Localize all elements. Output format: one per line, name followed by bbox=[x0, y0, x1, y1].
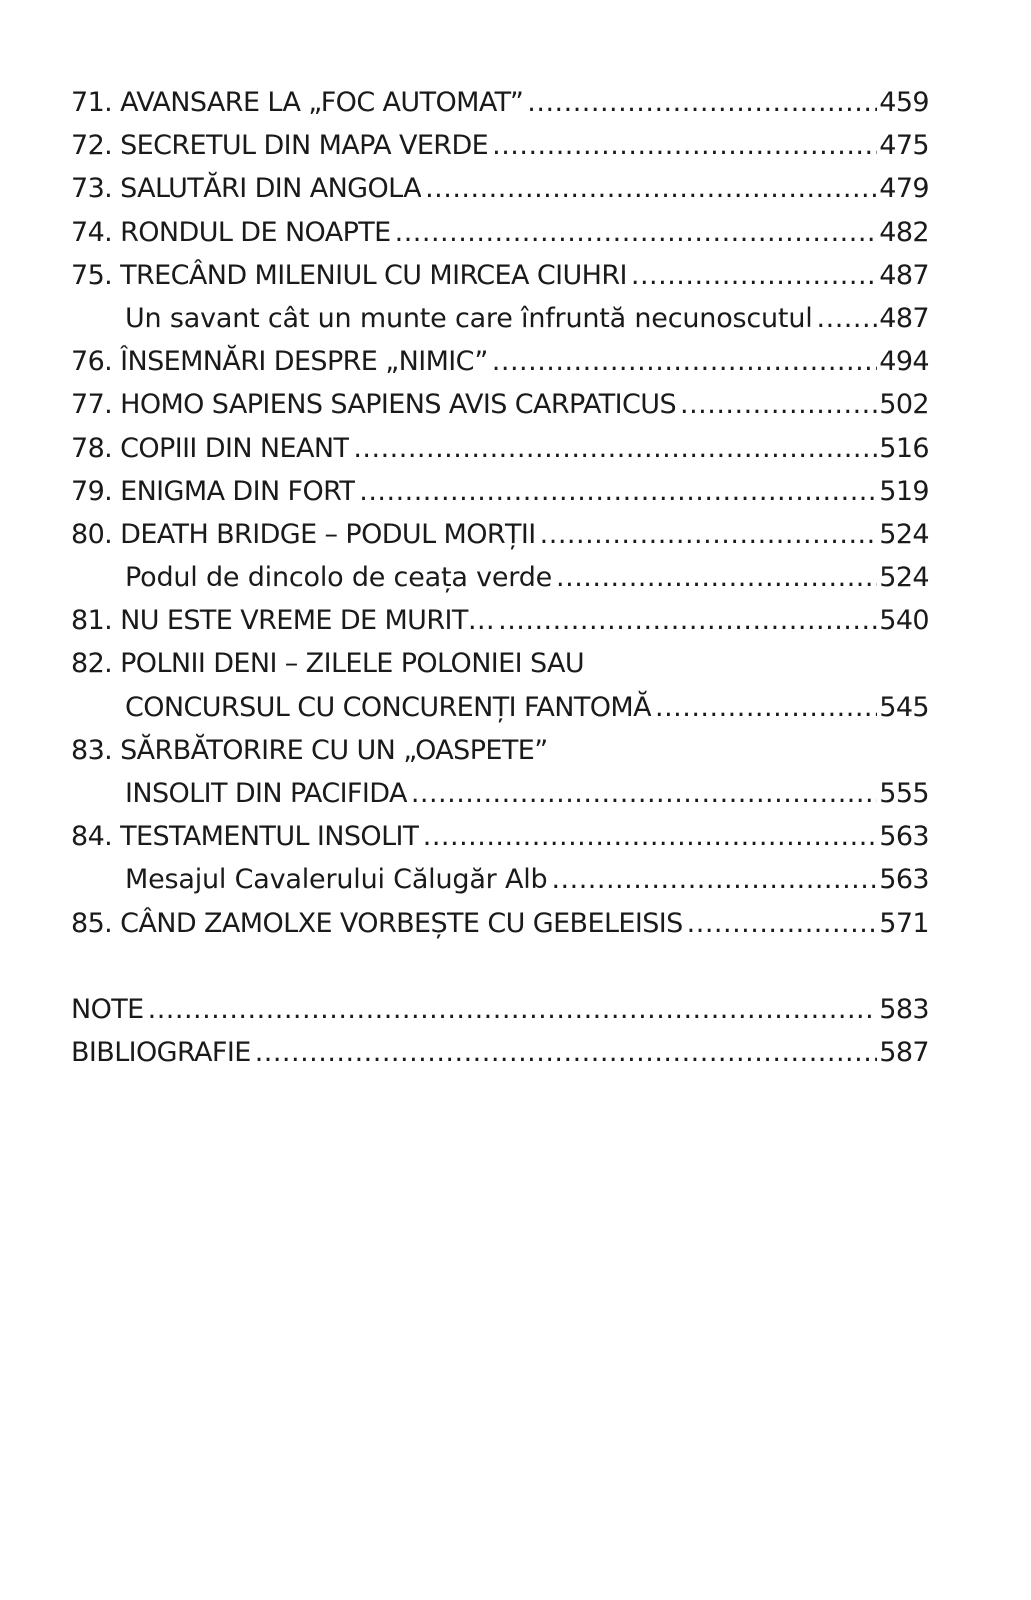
entry-number: 71. bbox=[71, 87, 113, 118]
entry-number: 76. bbox=[71, 346, 113, 378]
entry-number: 77. bbox=[71, 389, 113, 421]
entry-page: 587 bbox=[879, 1037, 929, 1069]
dot-leader bbox=[492, 340, 877, 383]
dot-leader bbox=[817, 297, 878, 340]
toc-entry-85 bbox=[71, 902, 929, 945]
section-spacer bbox=[71, 945, 929, 988]
entry-page: 479 bbox=[879, 173, 929, 205]
entry-page: 555 bbox=[879, 778, 929, 809]
entry-page: 571 bbox=[879, 907, 929, 939]
dot-leader bbox=[425, 167, 877, 210]
entry-page: 519 bbox=[879, 475, 929, 507]
entry-page: 502 bbox=[879, 389, 929, 421]
entry-page: 545 bbox=[879, 691, 929, 723]
toc-entry-77 bbox=[71, 383, 929, 426]
entry-number: 79. bbox=[71, 475, 113, 507]
entry-page: 524 bbox=[879, 518, 929, 550]
entry-page: 459 bbox=[879, 87, 929, 118]
entry-number: 82. bbox=[71, 648, 113, 680]
toc-entry-80 bbox=[71, 513, 929, 556]
entry-number: 85. bbox=[71, 907, 113, 939]
table-of-contents bbox=[71, 81, 929, 1074]
entry-page: 524 bbox=[879, 562, 929, 594]
dot-leader bbox=[395, 211, 878, 254]
toc-entry-84 bbox=[71, 815, 929, 858]
subentry-title: Un savant cât un munte care înfruntă necunoscutul bbox=[125, 302, 813, 334]
entry-title: NOTE bbox=[71, 993, 144, 1025]
entry-number: 80. bbox=[71, 518, 113, 550]
entry-page: 583 bbox=[879, 993, 929, 1025]
dot-leader bbox=[498, 599, 877, 642]
entry-number: 75. bbox=[71, 259, 113, 291]
entry-title: SECRETUL DIN MAPA VERDE bbox=[120, 130, 489, 162]
entry-number: 83. bbox=[71, 734, 113, 766]
entry-title-continued: CONCURSUL CU CONCURENȚI FANTOMĂ bbox=[125, 691, 652, 723]
dot-leader bbox=[359, 470, 877, 513]
entry-page: 494 bbox=[879, 346, 929, 378]
toc-entry-71 bbox=[71, 81, 929, 124]
entry-number: 74. bbox=[71, 216, 113, 248]
toc-entry-76 bbox=[71, 340, 929, 383]
toc-subentry-84 bbox=[71, 858, 929, 901]
toc-entry-82 bbox=[71, 642, 929, 685]
dot-leader bbox=[423, 815, 877, 858]
dot-leader bbox=[556, 556, 877, 599]
dot-leader bbox=[687, 902, 878, 945]
dot-leader bbox=[353, 427, 877, 470]
entry-title: SĂRBĂTORIRE CU UN „OASPETE” bbox=[120, 734, 548, 766]
entry-title: AVANSARE LA „FOC AUTOMAT” bbox=[120, 87, 524, 118]
entry-title: RONDUL DE NOAPTE bbox=[120, 216, 391, 248]
entry-number: 78. bbox=[71, 432, 113, 464]
entry-page: 482 bbox=[879, 216, 929, 248]
toc-subentry-75 bbox=[71, 297, 929, 340]
entry-title: ENIGMA DIN FORT bbox=[120, 475, 356, 507]
entry-page: 516 bbox=[879, 432, 929, 464]
toc-entry-78 bbox=[71, 427, 929, 470]
toc-entry-83-continued bbox=[71, 772, 929, 815]
dot-leader bbox=[631, 254, 877, 297]
toc-entry-bibliografie bbox=[71, 1031, 929, 1074]
toc-entry-79 bbox=[71, 470, 929, 513]
entry-number: 73. bbox=[71, 173, 113, 205]
entry-number: 81. bbox=[71, 605, 113, 637]
toc-entry-81 bbox=[71, 599, 929, 642]
subentry-title: Podul de dincolo de ceața verde bbox=[125, 562, 553, 594]
entry-title: NU ESTE VREME DE MURIT… bbox=[120, 605, 495, 637]
dot-leader bbox=[540, 513, 878, 556]
entry-title: TESTAMENTUL INSOLIT bbox=[120, 821, 419, 853]
entry-title: TRECÂND MILENIUL CU MIRCEA CIUHRI bbox=[120, 259, 627, 291]
subentry-title: Mesajul Cavalerului Călugăr Alb bbox=[125, 864, 548, 896]
entry-number: 84. bbox=[71, 821, 113, 853]
entry-page: 563 bbox=[879, 821, 929, 853]
entry-title-continued: INSOLIT DIN PACIFIDA bbox=[125, 778, 407, 809]
toc-subentry-80 bbox=[71, 556, 929, 599]
toc-entry-note bbox=[71, 988, 929, 1031]
entry-page: 475 bbox=[879, 130, 929, 162]
entry-page: 487 bbox=[879, 259, 929, 291]
dot-leader bbox=[655, 686, 877, 729]
toc-entry-83 bbox=[71, 729, 929, 772]
dot-leader bbox=[411, 772, 877, 815]
toc-entry-82-continued bbox=[71, 686, 929, 729]
entry-title: CÂND ZAMOLXE VORBEȘTE CU GEBELEISIS bbox=[120, 907, 683, 939]
dot-leader bbox=[527, 81, 877, 124]
entry-title: BIBLIOGRAFIE bbox=[71, 1037, 251, 1069]
toc-entry-75 bbox=[71, 254, 929, 297]
entry-title: SALUTĂRI DIN ANGOLA bbox=[120, 173, 422, 205]
dot-leader bbox=[255, 1031, 878, 1074]
entry-title: ÎNSEMNĂRI DESPRE „NIMIC” bbox=[120, 346, 488, 378]
entry-page: 563 bbox=[879, 864, 929, 896]
entry-page: 540 bbox=[879, 605, 929, 637]
toc-entry-72 bbox=[71, 124, 929, 167]
dot-leader bbox=[148, 988, 878, 1031]
entry-title: HOMO SAPIENS SAPIENS AVIS CARPATICUS bbox=[120, 389, 676, 421]
entry-title: POLNII DENI – ZILELE POLONIEI SAU bbox=[120, 648, 585, 680]
entry-title: COPIII DIN NEANT bbox=[120, 432, 350, 464]
toc-entry-73 bbox=[71, 167, 929, 210]
entry-number: 72. bbox=[71, 130, 113, 162]
dot-leader bbox=[551, 858, 877, 901]
dot-leader bbox=[680, 383, 877, 426]
dot-leader bbox=[492, 124, 877, 167]
entry-title: DEATH BRIDGE – PODUL MORȚII bbox=[120, 518, 536, 550]
toc-entry-74 bbox=[71, 211, 929, 254]
entry-page: 487 bbox=[879, 302, 929, 334]
